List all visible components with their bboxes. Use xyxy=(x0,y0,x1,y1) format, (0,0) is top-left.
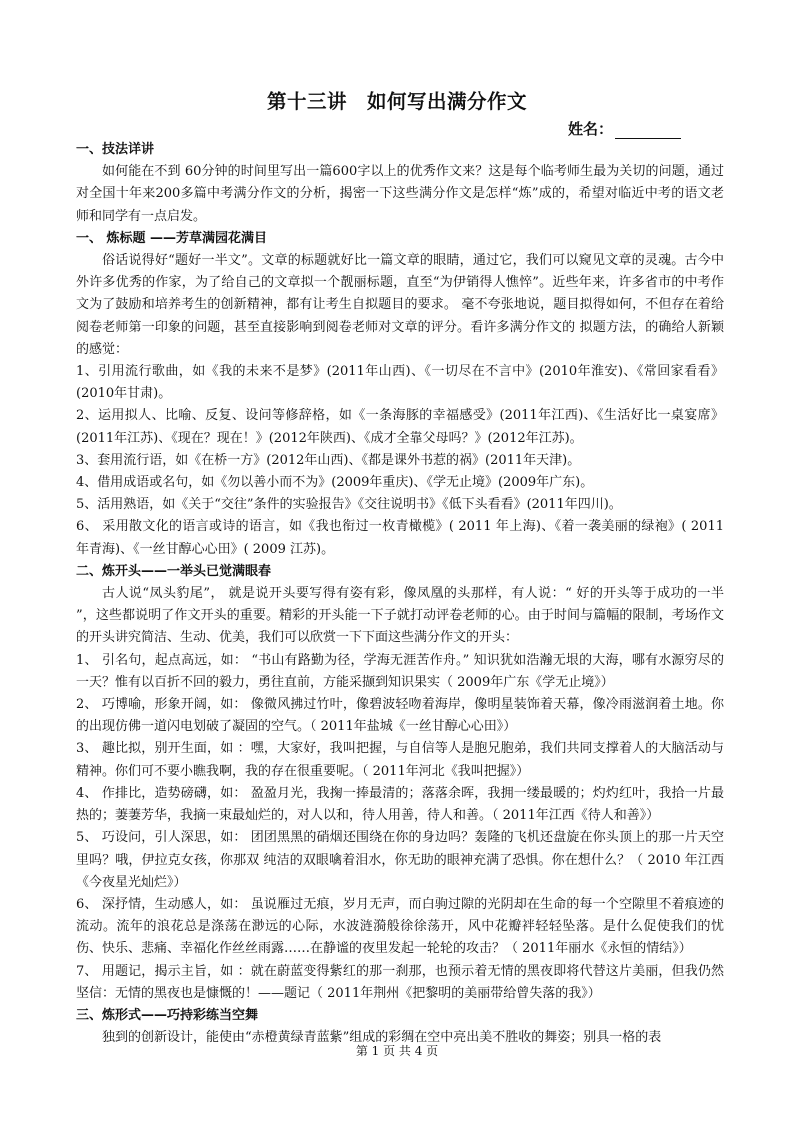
section-heading-form: 三、炼形式——巧持彩练当空舞 xyxy=(76,1007,259,1023)
list-item: 2、运用拟人、比喻、反复、设问等修辞格，如《一条海豚的幸福感受》(2011年江西)、《生活好比一桌宴席》(2011年江苏)、《现在？现在！》(2012年陕西)、《成才全靠父母吗？》(2012年江苏)。 xyxy=(76,408,724,446)
page-title: 第十三讲 如何写出满分作文 xyxy=(266,90,527,113)
name-label: 姓名： xyxy=(568,120,614,138)
list-item: 2、 巧博喻，形象开阔，如： 像微风拂过竹叶，像碧波轻吻着海岸，像明星装饰着天幕，像冷雨滋润着土地。你的出现仿佛一道闪电划破了凝固的空气。（ 2011年盐城《一丝甘醇心心田》） xyxy=(76,697,724,735)
list-item: 5、 巧设问，引人深思，如： 团团黑黑的硝烟还围绕在你的身边吗？轰隆的飞机还盘旋在你头顶上的那一片天空里吗？哦，伊拉克女孩，你那双 纯洁的双眼噙着泪水，你无助的眼神充满了恐惧。你在想什么？（ 2010 年江西《今夜星光灿烂》） xyxy=(76,830,724,890)
list-item: 4、 作排比，造势磅礴，如： 盈盈月光，我掬一捧最清的；落落余晖，我拥一缕最暖的；灼灼红叶，我拾一片最热的；萋萋芳华，我摘一束最灿烂的，对人以和，待人用善，待人和善。（ 2011年江西《待人和善》） xyxy=(76,785,724,824)
list-item: 6、 采用散文化的语言或诗的语言，如《我也衔过一枚青橄榄》( 2011 年上海)、《着一袭美丽的绿袍》( 2011 年青海)、《一丝甘醇心心田》( 2009 江苏)。 xyxy=(76,519,724,557)
list-item: 5、活用熟语，如《关于“交往”条件的实验报告》《交往说明书》《低下头看看》(2011年四川)。 xyxy=(76,497,622,513)
form-intro-paragraph: 独到的创新设计，能使由“赤橙黄绿青蓝紫”组成的彩绸在空中亮出美不胜收的舞姿；别具一格的表 xyxy=(102,1030,662,1046)
page-footer: 第 1 页 共 4 页 xyxy=(355,1044,439,1058)
intro-paragraph: 如何能在不到 60分钟的时间里写出一篇600字以上的优秀作文来？这是每个临考师生最为关切的问题，通过对全国十年来200多篇中考满分作文的分析，揭密一下这些满分作文是怎样“炼”成的，希望对临近中考的语文老师和同学有一点启发。 xyxy=(76,164,724,224)
list-item: 3、 趣比拟，别开生面，如 ：嘿，大家好，我叫把握，与自信等人是胞兄胞弟，我们共同支撑着人的大脑活动与精神。你们可不要小瞧我啊，我的存在很重要呢。（ 2011年河北《我叫把握》） xyxy=(76,741,724,779)
title-intro-paragraph: 俗话说得好“题好一半文”。文章的标题就好比一篇文章的眼睛，通过它，我们可以窥见文章的灵魂。古今中外许多优秀的作家，为了给自己的文章拟一个靓丽标题，直至“为伊销得人憔悴”。近些年来，许多省市的中考作文为了鼓励和培养考生的创新精神，都有让考生自拟题目的要求。 毫不夸张地说，题目拟得如何，不但存在着给阅卷老师第一印象的问题，甚至直接影响到阅卷老师对文章的评分。看许多满分作文的 拟题方法，的确给人新颖的感觉： xyxy=(76,253,724,357)
list-item: 1、引用流行歌曲，如《我的未来不是梦》(2011年山西)、《一切尽在不言中》(2010年淮安)、《常回家看看》(2010年甘肃)。 xyxy=(76,364,724,402)
list-item: 1、 引名句，起点高远，如： “书山有路勤为径，学海无涯苦作舟。” 知识犹如浩瀚无垠的大海，哪有水源穷尽的一天？惟有以百折不回的毅力，勇往直前，方能采撷到知识果实（ 2009年广东《学无止境》） xyxy=(76,652,724,690)
opening-intro-paragraph: 古人说“凤头豹尾”， 就是说开头要写得有姿有彩，像凤凰的头那样，有人说：“ 好的开头等于成功的一半 ”，这些都说明了作文开头的重要。精彩的开头能一下子就打动评卷老师的心。由于时间与篇幅的限制，考场作文的开头讲究简洁、生动、优美，我们可以欣赏一下下面这些满分作文的开头： xyxy=(76,586,724,646)
name-field xyxy=(568,118,681,139)
section-heading-title: 一、 炼标题 ——芳草满园花满目 xyxy=(76,230,268,246)
document-body xyxy=(76,139,724,1049)
list-item: 3、套用流行语，如《在桥一方》(2012年山西)、《都是课外书惹的祸》(2011年天津)。 xyxy=(76,452,581,468)
section-heading-opening: 二、炼开头——一举头已觉满眼春 xyxy=(76,563,272,579)
name-blank-line xyxy=(615,124,681,139)
list-item: 7、 用题记，揭示主旨，如 ：就在蔚蓝变得紫红的那一刹那，也预示着无情的黑夜即将代替这片美丽，但我仍然坚信：无情的黑夜也是慷慨的！——题记（ 2011年荆州《把黎明的美丽带给曾失落的我》） xyxy=(76,963,724,1001)
section-heading-techniques: 一、技法详讲 xyxy=(76,142,155,157)
list-item: 6、 深抒情，生动感人，如： 虽说雁过无痕，岁月无声，而白驹过隙的光阴却在生命的每一个空隙里不着痕迹的流动。流年的浪花总是涤荡在渺远的心际，水波涟漪般徐徐荡开，风中花瓣袢轻轻坠落。是什么促使我们的忧伤、快乐、悲痛、幸福化作丝丝雨露……在静谧的夜里发起一轮轮的攻击？（ 2011年丽水《永恒的情结》） xyxy=(76,896,724,957)
list-item: 4、借用成语或名句，如《勿以善小而不为》(2009年重庆)、《学无止境》(2009年广东)。 xyxy=(76,475,594,491)
